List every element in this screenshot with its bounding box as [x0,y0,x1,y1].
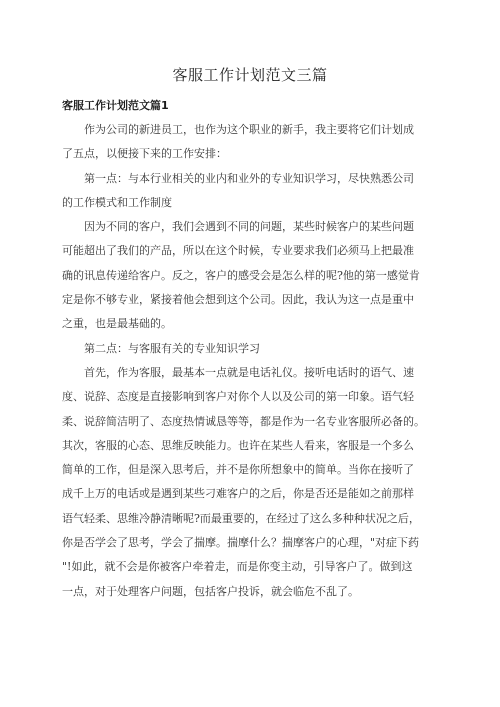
paragraph-line: 之重，也是最基础的。 [62,317,172,331]
paragraph-line: 简单的工作，但是深入思考后，并不是你所想象中的简单。当你在接听了 [62,463,414,477]
paragraph-line: 的工作模式和工作制度 [62,195,172,209]
paragraph-line: 第二点：与客服有关的专业知识学习 [84,341,260,355]
paragraph-line: 你是否学会了思考，学会了揣摩。揣摩什么？揣摩客户的心理，"对症下药 [62,536,420,550]
paragraph-line: 成千上万的电话或是遇到某些刁难客户的之后，你是否还是能如之前那样 [62,487,414,501]
paragraph-line: 因为不同的客户，我们会遇到不同的问题，某些时候客户的某些问题 [84,220,414,234]
paragraph-line: 了五点，以便接下来的工作安排： [62,147,227,161]
paragraph-line: "!如此，就不会是你被客户牵着走，而是你变主动，引导客户了。做到这 [62,560,413,574]
paragraph-line: 第一点：与本行业相关的业内和业外的专业知识学习，尽快熟悉公司 [84,171,414,185]
paragraph-line: 柔、说辞简洁明了、态度热情诚恳等等，都是作为一名专业客服所必备的。 [62,414,425,428]
paragraph-line: 确的讯息传递给客户。反之，客户的感受会是怎么样的呢?他的第一感觉肯 [62,268,420,282]
paragraph-line: 语气轻柔、思维冷静清晰呢?而最重要的，在经过了这么多种种状况之后， [62,511,420,525]
paragraph-line: 度、说辞、态度是直接影响到客户对你个人以及公司的第一印象。语气轻 [62,390,414,404]
paragraph-line: 一点，对于处理客户问题，包括客户投诉，就会临危不乱了。 [62,584,359,598]
section-heading: 客服工作计划范文篇1 [62,99,169,112]
paragraph-line: 可能超出了我们的产品，所以在这个时候，专业要求我们必须马上把最准 [62,244,414,258]
document-title: 客服工作计划范文三篇 [172,66,328,84]
document-body [62,118,446,604]
paragraph-line: 定是你不够专业，紧接着他会想到这个公司。因此，我认为这一点是重中 [62,293,414,307]
paragraph-line: 首先，作为客服，最基本一点就是电话礼仪。接听电话时的语气、速 [84,365,414,379]
paragraph-line: 作为公司的新进员工，也作为这个职业的新手，我主要将它们计划成 [84,123,414,136]
paragraph-line: 其次，客服的心态、思维反映能力。也许在某些人看来，客服是一个多么 [62,438,414,452]
